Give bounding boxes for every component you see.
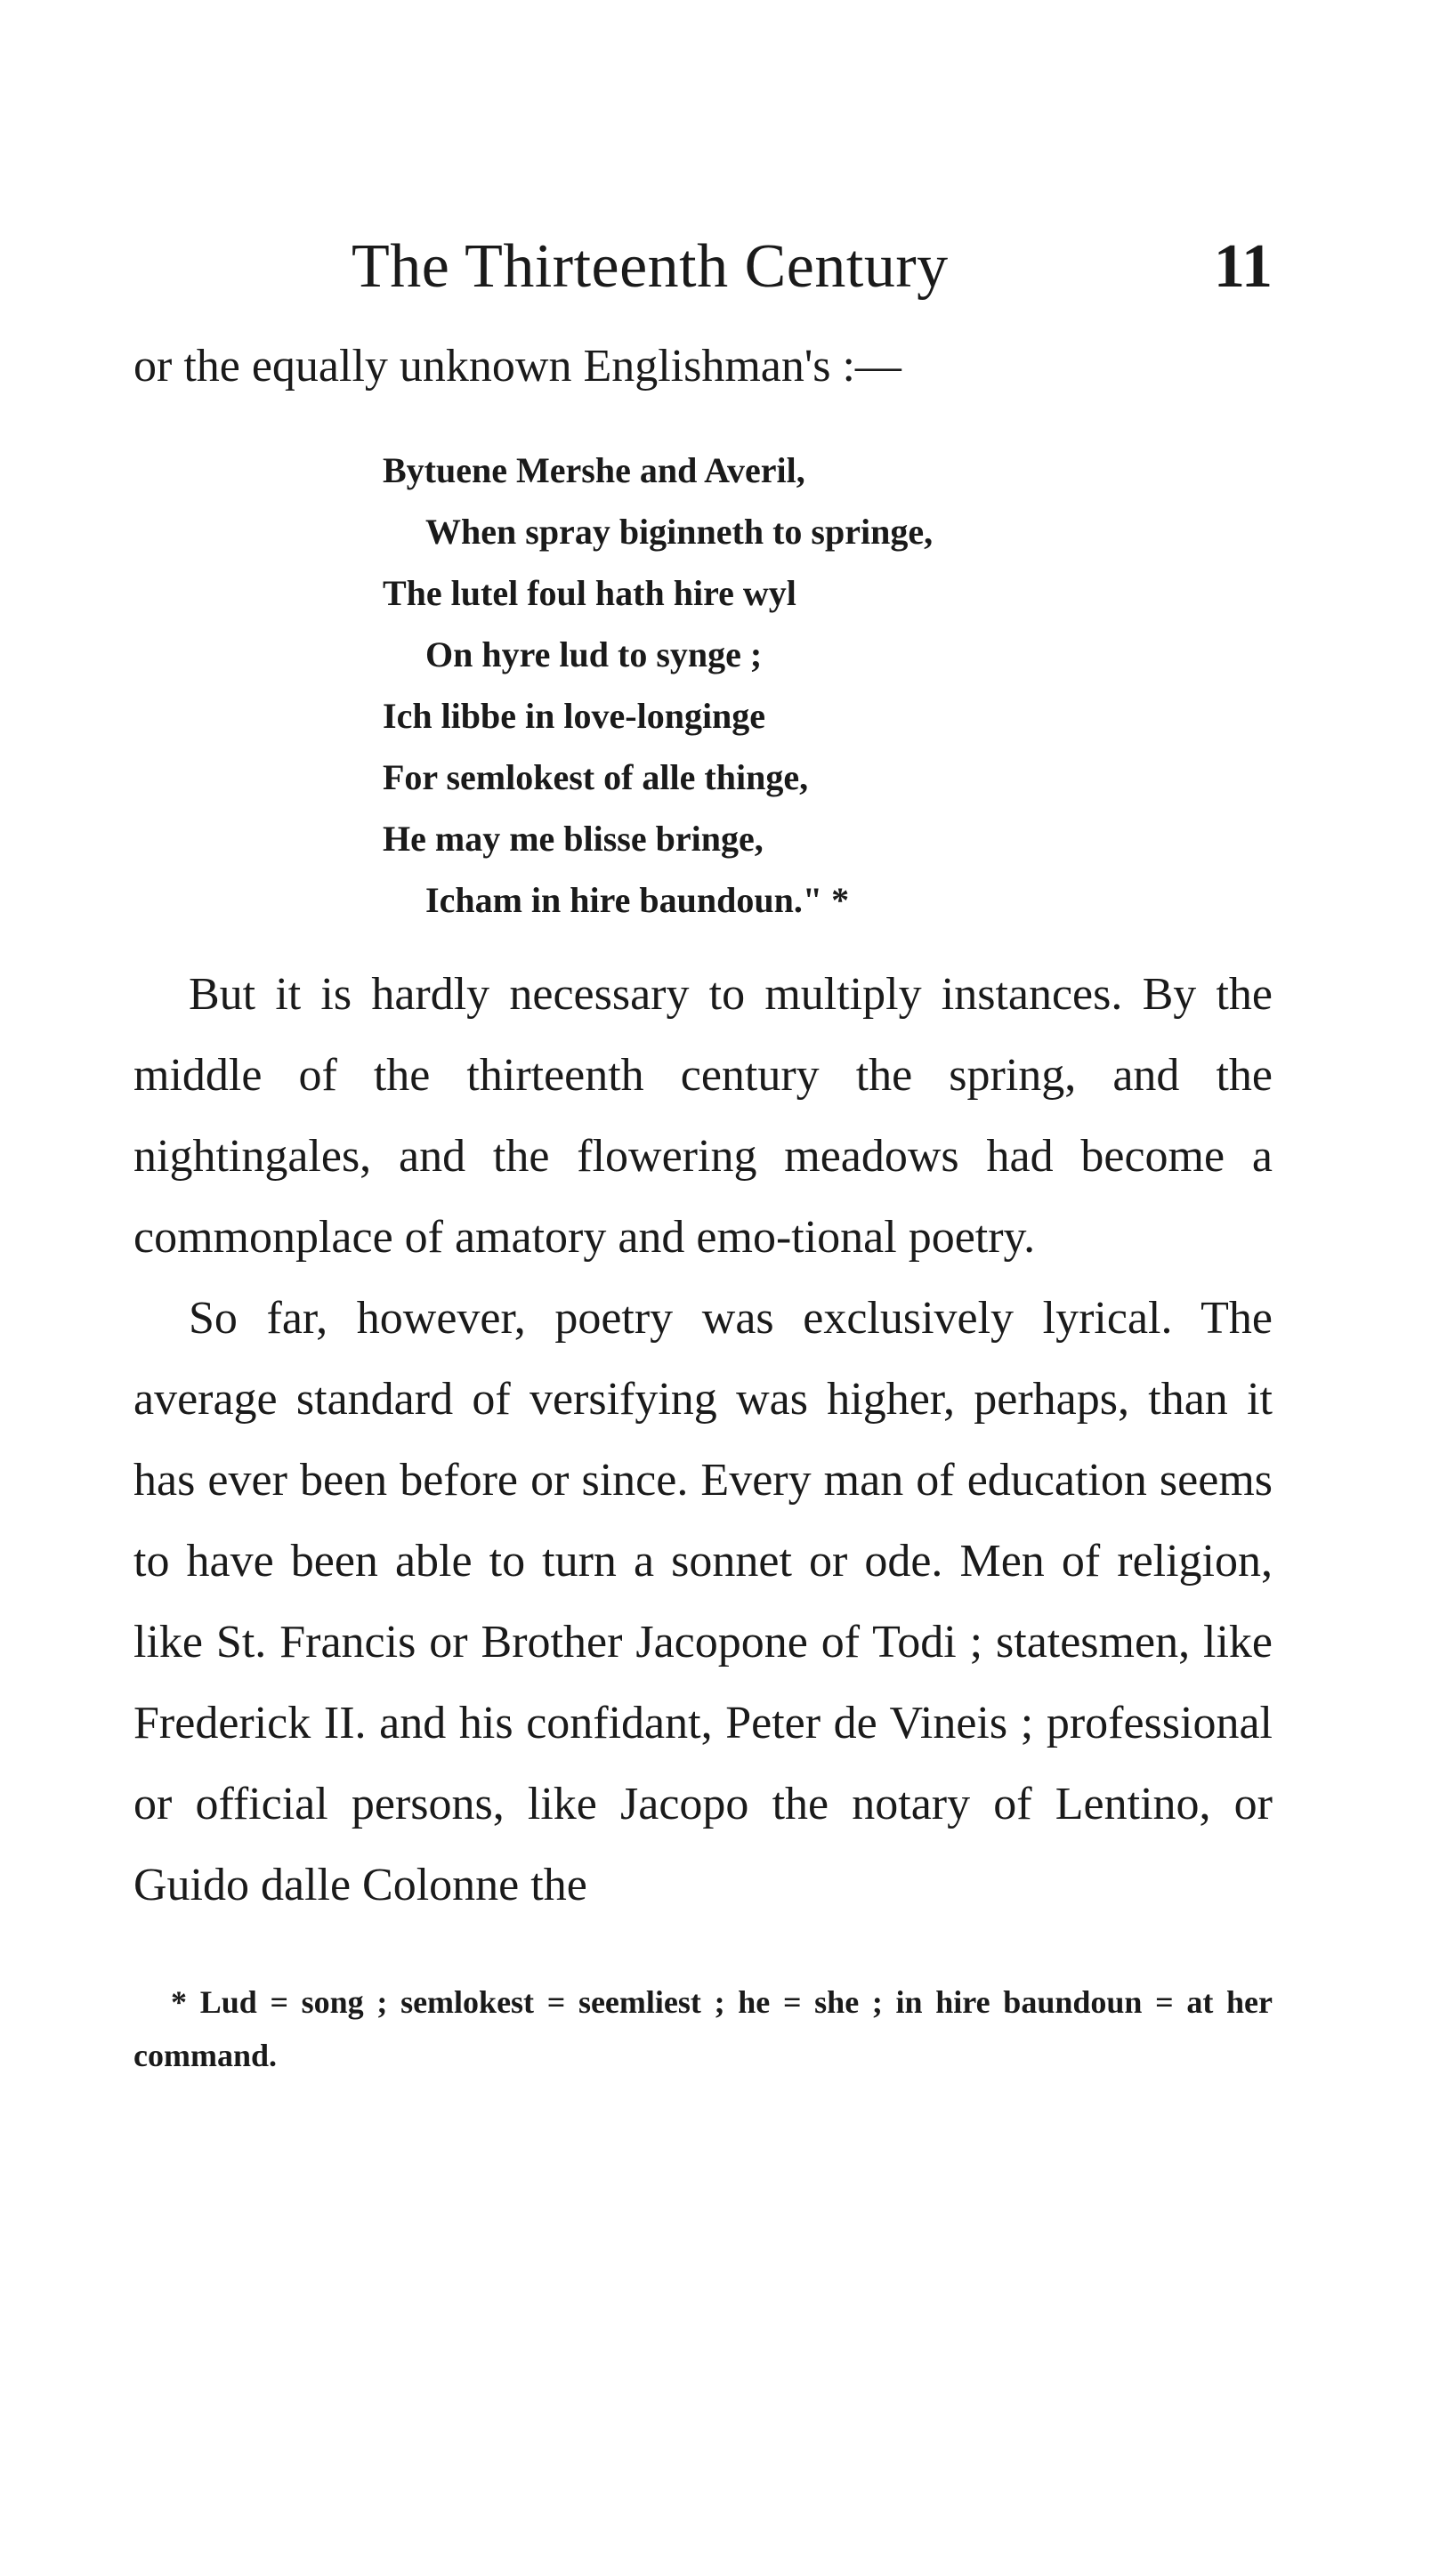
- book-page: [133, 222, 1273, 2082]
- poem-line: When spray biginneth to springe,: [425, 512, 934, 552]
- poem-line: On hyre lud to synge ;: [425, 634, 763, 674]
- running-head: [133, 222, 1273, 329]
- poem-stanza: [383, 440, 1273, 931]
- poem-line: Icham in hire baundoun." *: [425, 880, 850, 920]
- running-title: The Thirteenth Century: [352, 232, 949, 301]
- poem-line: He may me blisse bringe,: [383, 819, 764, 859]
- body-paragraph: But it is hardly necessary to multiply instances. By the middle of the thirteenth century the spring, and the nightingales, and the flowering meadows had become a commonplace of amatory and emo-tional poetry.: [133, 969, 1273, 1263]
- poem-line: Ich libbe in love-longinge: [383, 696, 766, 736]
- poem-line: The lutel foul hath hire wyl: [383, 573, 796, 613]
- poem-line: Bytuene Mershe and Averil,: [383, 450, 805, 490]
- page-number: 11: [1213, 232, 1273, 301]
- footnote: * Lud = song ; semlokest = seemliest ; he = she ; in hire baundoun = at her command.: [133, 1984, 1273, 2073]
- poem-line: For semlokest of alle thinge,: [383, 757, 809, 797]
- body-paragraph: So far, however, poetry was exclusively lyrical. The average standard of versifying was higher, perhaps, than it has ever been before or since. Every man of education seems to have been able to turn a sonnet or ode. Men of religion, like St. Francis or Brother Jacopone of Todi ; statesmen, like Frederick II. and his confidant, Peter de Vineis ; professional or official persons, like Jacopo the notary of Lentino, or Guido dalle Colonne the: [133, 1293, 1273, 1910]
- lead-line: or the equally unknown Englishman's :—: [133, 341, 901, 392]
